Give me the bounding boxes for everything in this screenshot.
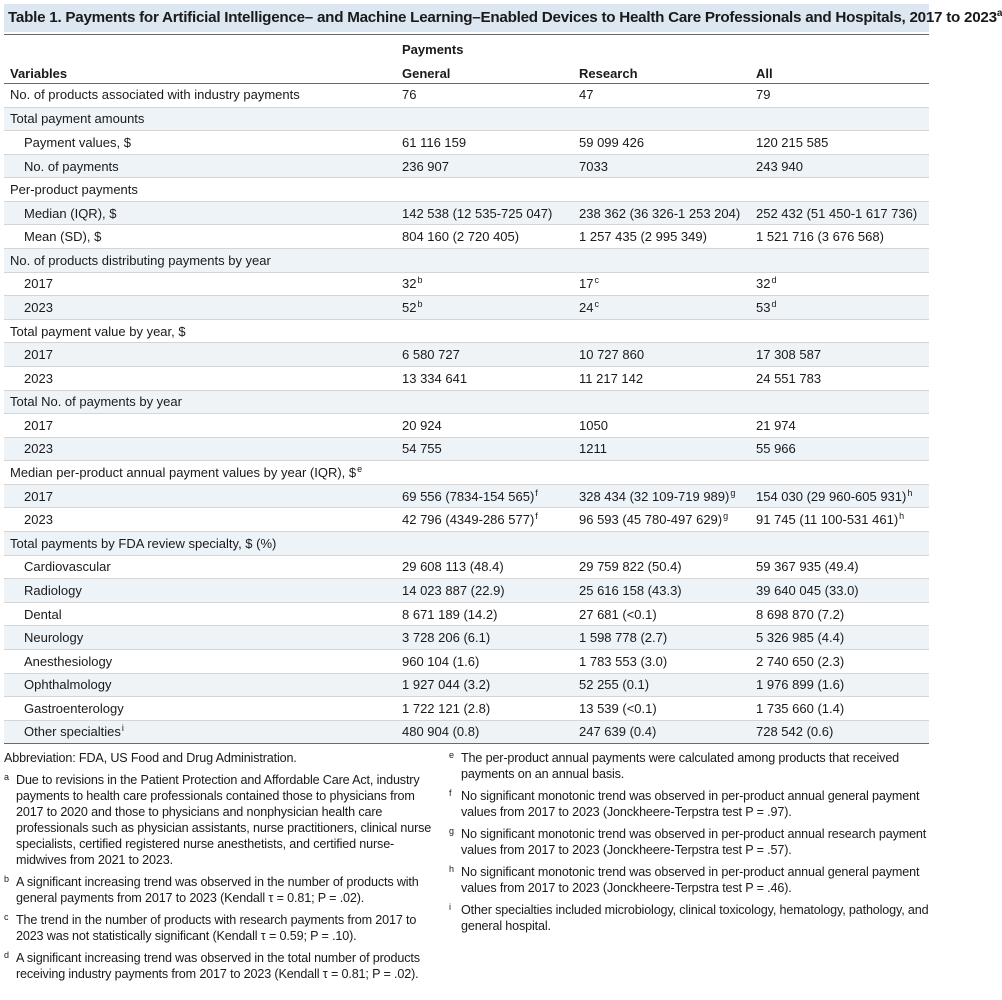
row-label-text: No. of products associated with industry payments (10, 87, 300, 103)
general-cell (402, 512, 538, 527)
general-cell (402, 559, 504, 574)
row-label (10, 87, 300, 102)
table-row (4, 460, 929, 484)
research-cell (579, 677, 649, 692)
footnote-text: No significant monotonic trend was observed in per-product annual general payment values from 2017 to 2023 (Jonckheere-Terpstra test P = .46). (461, 865, 920, 895)
row-label (10, 182, 138, 197)
research-cell (579, 159, 608, 174)
cell-value: 1211 (579, 441, 607, 457)
title-footnote-mark: a (996, 8, 1002, 19)
general-cell (402, 677, 490, 692)
general-cell (402, 135, 466, 150)
general-cell (402, 701, 490, 716)
footnotes-right (449, 750, 931, 940)
table-title (4, 4, 1002, 32)
general-cell (402, 371, 467, 386)
research-header: Research (579, 66, 638, 81)
footnote (449, 826, 931, 858)
research-cell (579, 607, 657, 622)
cell-value: 7033 (579, 158, 608, 174)
row-label (24, 276, 53, 291)
general-cell (402, 724, 479, 739)
cell-footnote-mark: d (771, 299, 777, 309)
cell-value: 24 (579, 300, 594, 315)
general-cell (402, 489, 538, 504)
research-cell (579, 630, 667, 645)
general-cell (402, 206, 552, 221)
cell-footnote-mark: g (730, 487, 736, 498)
all-cell (756, 206, 917, 221)
general-cell (402, 418, 442, 433)
table-row (4, 555, 929, 579)
footnote-mark: b (4, 874, 9, 884)
table-row (4, 413, 929, 437)
row-label-text: Per-product payments (10, 182, 138, 198)
cell-value: 32 (402, 276, 417, 292)
footnote (4, 912, 444, 944)
cell-value: 24 551 783 (756, 370, 822, 386)
row-label (24, 300, 53, 315)
footnote (449, 864, 931, 896)
row-label-text: No. of payments (24, 158, 119, 174)
cell-footnote-mark: h (907, 487, 913, 498)
cell-value: 61 116 159 (402, 134, 467, 150)
research-cell (579, 559, 682, 574)
cell-value: 55 966 (756, 441, 796, 457)
general-cell (402, 276, 422, 291)
footnote-mark: c (4, 912, 9, 922)
table-row (4, 130, 929, 154)
table-row (4, 319, 929, 343)
row-label-text: Anesthesiology (24, 653, 113, 669)
row-label (10, 465, 362, 480)
research-cell (579, 583, 682, 598)
all-cell (756, 512, 904, 527)
table-row (4, 602, 929, 626)
cell-value: 10 727 860 (579, 347, 645, 363)
all-cell (756, 371, 821, 386)
table-row (4, 437, 929, 461)
research-cell (579, 87, 593, 102)
research-cell (579, 441, 607, 456)
all-cell (756, 701, 844, 716)
footnote (449, 902, 931, 934)
footnote-text: A significant increasing trend was observed in the total number of products receiving industry payments from 2017 to 2023 (Kendall τ = 0.81; P = .02). (16, 951, 420, 981)
row-label-text: No. of products distributing payments by year (10, 252, 271, 268)
row-label (24, 559, 111, 574)
cell-value: 247 639 (0.4) (579, 724, 657, 740)
table-row (4, 531, 929, 555)
cell-value: 42 796 (4349-286 577) (402, 512, 535, 528)
row-label-text: Ophthalmology (24, 677, 112, 693)
footnote-text: The trend in the number of products with research payments from 2017 to 2023 was not statistically significant (Kendall τ = 0.59; P = .10). (16, 913, 417, 943)
row-label (24, 206, 116, 221)
row-label (10, 536, 276, 551)
cell-value: 960 104 (1.6) (402, 653, 480, 669)
cell-value: 1050 (579, 417, 608, 433)
row-label-text: Total payment amounts (10, 111, 145, 127)
research-cell (579, 206, 740, 221)
all-cell (756, 159, 803, 174)
all-cell (756, 135, 828, 150)
row-label-text: Dental (24, 606, 62, 622)
row-label (24, 371, 53, 386)
table-title-text: Table 1. Payments for Artificial Intelligence– and Machine Learning–Enabled Devices to Health Care Professionals and Hospitals, 2017 to 2023 (8, 9, 997, 26)
footnotes-left (4, 750, 444, 988)
cell-value: 39 640 045 (33.0) (756, 582, 859, 598)
table-row (4, 342, 929, 366)
table-row (4, 272, 929, 296)
general-cell (402, 229, 519, 244)
general-cell (402, 630, 490, 645)
cell-value: 1 735 660 (1.4) (756, 700, 845, 716)
cell-footnote-mark: c (594, 299, 599, 309)
cell-value: 238 362 (36 326-1 253 204) (579, 205, 741, 221)
research-cell (579, 489, 735, 504)
footnote-mark: f (449, 788, 452, 798)
row-label (24, 347, 53, 362)
cell-value: 1 783 553 (3.0) (579, 653, 668, 669)
cell-value: 53 (756, 300, 771, 315)
cell-value: 21 974 (756, 417, 796, 433)
cell-value: 54 755 (402, 441, 442, 457)
cell-footnote-mark: f (535, 487, 538, 498)
table-row (4, 366, 929, 390)
all-cell (756, 276, 776, 291)
research-cell (579, 724, 656, 739)
footnote-text: Abbreviation: FDA, US Food and Drug Administration. (4, 751, 297, 765)
research-cell (579, 276, 599, 291)
row-label-text: 2017 (24, 276, 53, 292)
footnote-mark: d (4, 950, 9, 960)
row-label (24, 630, 83, 645)
cell-value: 728 542 (0.6) (756, 724, 834, 740)
table-row (4, 625, 929, 649)
cell-value: 96 593 (45 780-497 629) (579, 512, 723, 528)
table-row (4, 673, 929, 697)
row-label (24, 677, 111, 692)
footnote (4, 750, 444, 766)
cell-footnote-mark: h (899, 511, 905, 522)
cell-value: 8 671 189 (14.2) (402, 606, 498, 622)
table-row (4, 649, 929, 673)
table-row (4, 295, 929, 319)
row-label-text: 2023 (24, 441, 53, 457)
row-label (24, 229, 101, 244)
footnote-mark: e (449, 750, 454, 760)
all-cell (756, 347, 821, 362)
all-cell (756, 630, 844, 645)
cell-value: 1 976 899 (1.6) (756, 677, 845, 693)
footnote-mark: h (449, 864, 454, 874)
table-row (4, 507, 929, 531)
footnote (4, 874, 444, 906)
cell-value: 69 556 (7834-154 565) (402, 488, 535, 504)
table-row (4, 201, 929, 225)
research-cell (579, 347, 644, 362)
footnote (4, 772, 444, 868)
table-row (4, 696, 929, 720)
research-cell (579, 371, 643, 386)
footnote-text: Due to revisions in the Patient Protection and Affordable Care Act, industry payments to health care professionals contained those to physicians from 2017 to 2020 and those to physicians and nonphysician health care professionals such as physician assistants, nurse practitioners, clinical nurse specialists, certified registered nurse anesthetists, and certified nurse-midwives from 2021 to 2023. (16, 773, 432, 867)
table-header (4, 35, 929, 84)
all-header: All (756, 66, 773, 81)
footnote-text: No significant monotonic trend was observed in per-product annual general payment values from 2017 to 2023 (Jonckheere-Terpstra test P = .97). (461, 789, 920, 819)
general-cell (402, 654, 479, 669)
row-label-text: Total payments by FDA review specialty, $ (%) (10, 535, 277, 551)
research-cell (579, 701, 657, 716)
general-cell (402, 607, 497, 622)
cell-value: 1 257 435 (2 995 349) (579, 229, 707, 245)
cell-value: 52 (402, 300, 417, 315)
row-label (24, 583, 82, 598)
cell-value: 236 907 (402, 158, 449, 174)
footnote-mark: g (449, 826, 454, 836)
row-label-text: Median per-product annual payment values by year (IQR), $ (10, 465, 357, 481)
table-row (4, 484, 929, 508)
row-label-text: 2023 (24, 370, 53, 386)
row-label-text: 2023 (24, 300, 53, 315)
all-cell (756, 229, 884, 244)
cell-value: 14 023 887 (22.9) (402, 582, 505, 598)
all-cell (756, 607, 844, 622)
all-cell (756, 441, 796, 456)
all-cell (756, 300, 776, 315)
payments-group-header: Payments (402, 42, 464, 57)
research-cell (579, 135, 644, 150)
row-label (24, 654, 112, 669)
cell-value: 1 521 716 (3 676 568) (756, 229, 884, 245)
all-cell (756, 489, 912, 504)
row-label (10, 394, 182, 409)
cell-value: 13 539 (<0.1) (579, 700, 657, 716)
footnote (449, 750, 931, 782)
all-cell (756, 654, 844, 669)
all-cell (756, 724, 833, 739)
footnote (4, 950, 444, 982)
cell-value: 243 940 (756, 158, 803, 174)
row-label (10, 324, 186, 339)
research-cell (579, 300, 599, 315)
row-label-text: Other specialties (24, 724, 121, 740)
cell-value: 1 598 778 (2.7) (579, 630, 668, 646)
research-cell (579, 512, 728, 527)
general-header: General (402, 66, 451, 81)
table-row (4, 154, 929, 178)
cell-footnote-mark: c (594, 275, 599, 286)
cell-value: 1 722 121 (2.8) (402, 700, 491, 716)
cell-value: 6 580 727 (402, 347, 460, 363)
row-label (10, 253, 271, 268)
row-label (10, 111, 144, 126)
row-label-text: Total payment value by year, $ (10, 323, 186, 339)
cell-footnote-mark: d (771, 275, 777, 286)
row-label-text: Mean (SD), $ (24, 229, 102, 245)
cell-value: 29 759 822 (50.4) (579, 559, 682, 575)
footnote-text: The per-product annual payments were calculated among products that received payments on an annual basis. (461, 751, 900, 781)
cell-value: 328 434 (32 109-719 989) (579, 488, 730, 504)
row-label-text: 2023 (24, 512, 53, 528)
variables-header: Variables (10, 66, 68, 81)
cell-value: 2 740 650 (2.3) (756, 653, 845, 669)
table-row (4, 390, 929, 414)
row-label (24, 441, 53, 456)
row-label (24, 701, 124, 716)
cell-value: 25 616 158 (43.3) (579, 582, 682, 598)
cell-value: 59 367 935 (49.4) (756, 559, 859, 575)
cell-value: 154 030 (29 960-605 931) (756, 488, 907, 504)
row-label-text: Median (IQR), $ (24, 205, 117, 221)
research-cell (579, 418, 608, 433)
cell-value: 1 927 044 (3.2) (402, 677, 491, 693)
footnote-text: No significant monotonic trend was observed in per-product annual research payment values from 2017 to 2023 (Jonckheere-Terpstra test P = .57). (461, 827, 927, 857)
row-label-text: Gastroenterology (24, 700, 124, 716)
general-cell (402, 159, 449, 174)
row-label-text: 2017 (24, 347, 53, 363)
all-cell (756, 583, 859, 598)
cell-value: 91 745 (11 100-531 461) (756, 512, 899, 528)
cell-value: 8 698 870 (7.2) (756, 606, 845, 622)
cell-value: 79 (756, 87, 771, 103)
table-row (4, 177, 929, 201)
row-label-text: Radiology (24, 582, 82, 598)
footnote-text: Other specialties included microbiology, clinical toxicology, hematology, pathology, and general hospital. (461, 903, 929, 933)
general-cell (402, 441, 442, 456)
general-cell (402, 300, 422, 315)
all-cell (756, 677, 844, 692)
row-label (24, 135, 131, 150)
footnote-mark: a (4, 772, 9, 782)
cell-value: 52 255 (0.1) (579, 677, 650, 693)
table-row (4, 578, 929, 602)
research-cell (579, 229, 707, 244)
cell-value: 17 308 587 (756, 347, 822, 363)
cell-value: 252 432 (51 450-1 617 736) (756, 205, 918, 221)
row-label-footnote-mark: i (121, 723, 124, 734)
cell-value: 11 217 142 (579, 370, 644, 386)
row-label-text: Neurology (24, 630, 84, 646)
footnote-text: A significant increasing trend was observed in the number of products with general payments from 2017 to 2023 (Kendall τ = 0.81; P = .02). (16, 875, 419, 905)
cell-value: 142 538 (12 535-725 047) (402, 205, 553, 221)
table-row (4, 224, 929, 248)
cell-footnote-mark: b (417, 299, 423, 309)
cell-value: 3 728 206 (6.1) (402, 630, 491, 646)
row-label-footnote-mark: e (357, 464, 363, 475)
cell-value: 32 (756, 276, 771, 292)
footnote (449, 788, 931, 820)
general-cell (402, 87, 416, 102)
row-label-text: Cardiovascular (24, 559, 111, 575)
cell-value: 29 608 113 (48.4) (402, 559, 504, 575)
row-label-text: 2017 (24, 417, 53, 433)
cell-value: 17 (579, 276, 594, 292)
row-label (24, 607, 62, 622)
row-label (24, 512, 53, 527)
all-cell (756, 559, 859, 574)
cell-value: 804 160 (2 720 405) (402, 229, 520, 245)
footnote-mark: i (449, 902, 451, 912)
row-label (24, 724, 124, 739)
cell-footnote-mark: g (723, 511, 729, 522)
cell-value: 13 334 641 (402, 370, 468, 386)
general-cell (402, 347, 460, 362)
cell-value: 59 099 426 (579, 134, 645, 150)
row-label (24, 489, 53, 504)
table-row (4, 248, 929, 272)
cell-value: 20 924 (402, 417, 442, 433)
cell-value: 76 (402, 87, 417, 103)
row-label-text: Payment values, $ (24, 134, 131, 150)
cell-value: 47 (579, 87, 594, 103)
cell-value: 5 326 985 (4.4) (756, 630, 845, 646)
payments-table (4, 34, 929, 744)
cell-value: 120 215 585 (756, 134, 829, 150)
cell-footnote-mark: b (417, 275, 423, 286)
all-cell (756, 418, 796, 433)
table-row (4, 83, 929, 107)
research-cell (579, 654, 667, 669)
general-cell (402, 583, 505, 598)
row-label-text: 2017 (24, 488, 53, 504)
table-row (4, 720, 929, 744)
row-label (24, 418, 53, 433)
all-cell (756, 87, 770, 102)
table-row (4, 107, 929, 131)
cell-value: 27 681 (<0.1) (579, 606, 657, 622)
cell-value: 480 904 (0.8) (402, 724, 480, 740)
cell-footnote-mark: f (535, 511, 538, 522)
row-label-text: Total No. of payments by year (10, 394, 182, 410)
row-label (24, 159, 119, 174)
